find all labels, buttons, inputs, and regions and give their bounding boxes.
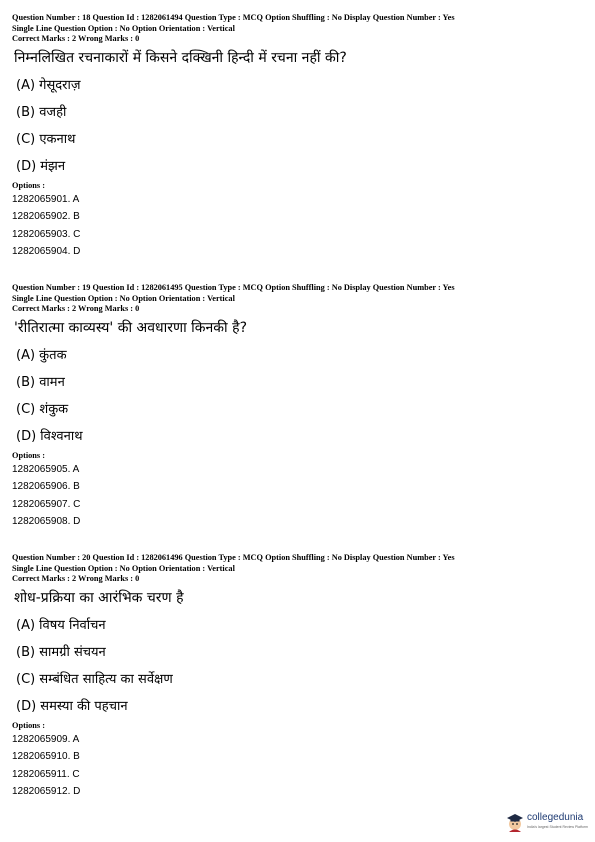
option-a: (A) गेसूदराज़ (16, 77, 81, 93)
logo-tagline: India's largest Student Review Platform (527, 825, 588, 829)
option-id: 1282065901. A (12, 193, 80, 205)
graduate-mascot-icon (505, 812, 525, 832)
option-c: (C) सम्बंधित साहित्य का सर्वेक्षण (16, 671, 173, 687)
option-id: 1282065902. B (12, 211, 80, 223)
option-a: (A) कुंतक (16, 347, 67, 363)
question-text: निम्नलिखित रचनाकारों में किसने दक्खिनी हिन्दी में रचना नहीं की? (14, 49, 347, 66)
option-d: (D) मंझन (16, 158, 66, 174)
option-id: 1282065904. D (12, 246, 81, 258)
option-id: 1282065908. D (12, 516, 81, 528)
option-id: 1282065903. C (12, 228, 81, 240)
question-marks: Correct Marks : 2 Wrong Marks : 0 (12, 304, 140, 314)
logo-name: collegedunia (527, 812, 584, 823)
question-text: शोध-प्रक्रिया का आरंभिक चरण है (14, 589, 184, 606)
option-id: 1282065907. C (12, 498, 81, 510)
collegedunia-logo (505, 808, 593, 838)
question-meta-line: Question Number : 20 Question Id : 1282061496 Question Type : MCQ Option Shuffling : No Display Question Number : Yes (12, 553, 455, 562)
option-id: 1282065906. B (12, 481, 80, 493)
question-block-20 (12, 553, 572, 801)
question-meta-line: Single Line Question Option : No Option Orientation : Vertical (12, 563, 235, 573)
options-label: Options : (12, 450, 45, 460)
option-c: (C) शंकुक (16, 401, 69, 417)
options-label: Options : (12, 180, 45, 190)
question-marks: Correct Marks : 2 Wrong Marks : 0 (12, 34, 140, 44)
option-id: 1282065905. A (12, 463, 80, 475)
question-block-19 (12, 283, 572, 531)
option-id: 1282065909. A (12, 733, 80, 745)
option-b: (B) वामन (16, 374, 65, 390)
question-meta-line: Single Line Question Option : No Option Orientation : Vertical (12, 23, 235, 33)
option-b: (B) सामग्री संचयन (16, 644, 106, 660)
question-marks: Correct Marks : 2 Wrong Marks : 0 (12, 574, 140, 584)
option-d: (D) विश्वनाथ (16, 428, 83, 444)
option-id: 1282065912. D (12, 786, 81, 798)
question-text: 'रीतिरात्मा काव्यस्य' की अवधारणा किनकी है? (14, 319, 248, 336)
option-d: (D) समस्या की पहचान (16, 698, 128, 714)
option-id: 1282065910. B (12, 751, 80, 763)
option-id: 1282065911. C (12, 768, 80, 780)
question-block-18 (12, 13, 572, 261)
question-meta-line: Single Line Question Option : No Option Orientation : Vertical (12, 293, 235, 303)
option-a: (A) विषय निर्वाचन (16, 617, 106, 633)
question-meta-line: Question Number : 19 Question Id : 1282061495 Question Type : MCQ Option Shuffling : No Display Question Number : Yes (12, 283, 455, 292)
option-b: (B) वजही (16, 104, 67, 120)
option-c: (C) एकनाथ (16, 131, 76, 147)
question-meta-line: Question Number : 18 Question Id : 1282061494 Question Type : MCQ Option Shuffling : No Display Question Number : Yes (12, 13, 455, 22)
options-label: Options : (12, 720, 45, 730)
